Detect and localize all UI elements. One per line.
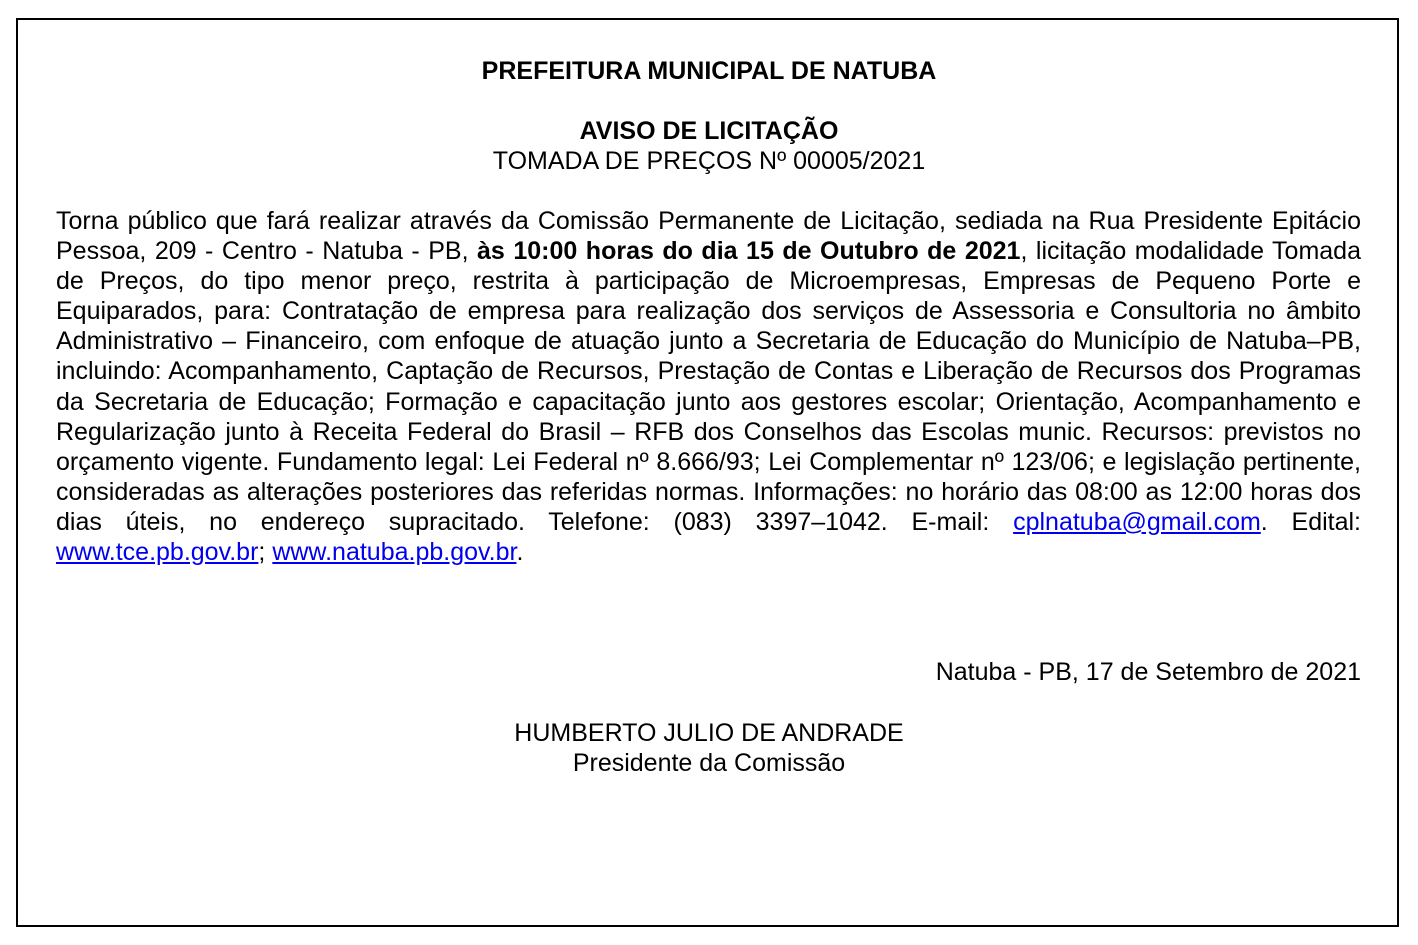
organization-heading: PREFEITURA MUNICIPAL DE NATUBA: [481, 57, 937, 85]
body-text-part2: , licitação modalidade Tomada de Preços, do tipo menor preço, restrita à participação de Microempresas, Empresas de Pequeno Porte e Equiparados, para: Contratação de empresa para realização dos serviços de Assessoria e Consultoria no âmbito Administrativo – Financeiro, com enfoque de atuação junto a Secretaria de Educação do Município de Natuba–PB, incluindo: Acompanhamento, Captação de Recursos, Prestação de Contas e Liberação de Recursos dos Programas da Secretaria de Educação; Formação e capacitação junto aos gestores escolar; Orientação, Acompanhamento e Regularização junto à Receita Federal do Brasil – RFB dos Conselhos das Escolas munic. Recursos: previstos no orçamento vigente. Fundamento legal: Lei Federal nº 8.666/93; Lei Complementar nº 123/06; e legislação pertinente, consideradas as alterações posteriores das referidas normas. Informações: no horário das 08:00 as 12:00 horas dos dias úteis, no endereço supracitado. Telefone: (083) 3397–1042. E-mail:: [56, 237, 1361, 536]
notice-subtitle: TOMADA DE PREÇOS Nº 00005/2021: [492, 147, 926, 175]
body-text-part1: Torna público que fará realizar através da Comissão Permanente de Licitação, sediada na Rua Presidente Epitácio Pessoa, 209 - Centro - Natuba - PB,: [56, 207, 1361, 266]
signer-name: HUMBERTO JULIO DE ANDRADE: [514, 719, 904, 747]
link-separator: ;: [258, 538, 273, 567]
body-end: .: [516, 538, 524, 567]
tce-link[interactable]: www.tce.pb.gov.br: [56, 538, 259, 567]
date-place: Natuba - PB, 17 de Setembro de 2021: [935, 658, 1361, 686]
notice-body: [56, 206, 1361, 567]
notice-title: AVISO DE LICITAÇÃO: [579, 117, 839, 145]
bold-datetime: às 10:00 horas do dia 15 de Outubro de 2021: [477, 237, 1021, 266]
natuba-link[interactable]: www.natuba.pb.gov.br: [272, 538, 517, 567]
email-link[interactable]: cplnatuba@gmail.com: [1013, 507, 1261, 536]
signer-role: Presidente da Comissão: [572, 749, 846, 777]
body-text-part3: . Edital:: [1260, 507, 1361, 536]
